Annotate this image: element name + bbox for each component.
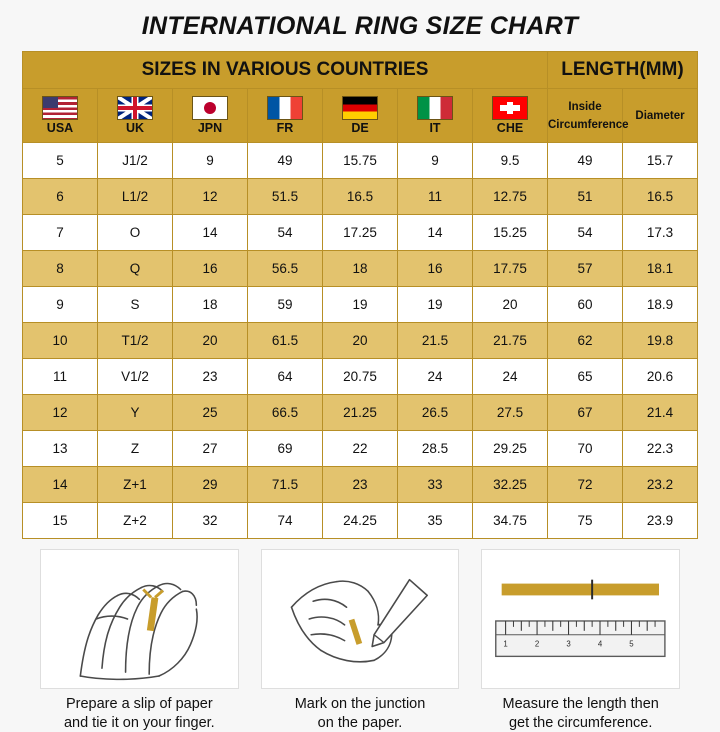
table-cell: 18 — [323, 251, 398, 287]
table-row — [23, 251, 698, 287]
table-cell: 24.25 — [323, 503, 398, 539]
column-header-che — [473, 89, 548, 143]
table-cell: 20 — [323, 323, 398, 359]
table-cell: 74 — [248, 503, 323, 539]
table-cell: 22.3 — [623, 431, 698, 467]
table-cell: L1/2 — [98, 179, 173, 215]
table-cell: 14 — [23, 467, 98, 503]
table-cell: 12.75 — [473, 179, 548, 215]
step-2-caption: Mark on the junction on the paper. — [294, 696, 426, 731]
table-cell: V1/2 — [98, 359, 173, 395]
table-cell: 57 — [548, 251, 623, 287]
table-cell: 9 — [398, 143, 473, 179]
flag-italy-icon — [417, 96, 453, 120]
step-3 — [481, 549, 680, 732]
table-cell: 72 — [548, 467, 623, 503]
table-row — [23, 467, 698, 503]
table-cell: 54 — [548, 215, 623, 251]
table-cell: 69 — [248, 431, 323, 467]
table-cell: Z+1 — [98, 467, 173, 503]
table-cell: 12 — [173, 179, 248, 215]
table-cell: S — [98, 287, 173, 323]
table-cell: 9 — [173, 143, 248, 179]
table-column-header-row — [23, 89, 698, 143]
column-header-diameter: Diameter — [623, 89, 698, 143]
table-cell: 24 — [473, 359, 548, 395]
table-cell: 34.75 — [473, 503, 548, 539]
table-cell: 32.25 — [473, 467, 548, 503]
table-cell: 21.4 — [623, 395, 698, 431]
table-cell: 10 — [23, 323, 98, 359]
column-code-usa: USA — [46, 120, 74, 135]
table-cell: 51 — [548, 179, 623, 215]
table-cell: 19 — [323, 287, 398, 323]
column-header-fr — [248, 89, 323, 143]
table-row — [23, 503, 698, 539]
table-cell: 17.25 — [323, 215, 398, 251]
flag-germany-icon — [342, 96, 378, 120]
table-row — [23, 143, 698, 179]
table-cell: 51.5 — [248, 179, 323, 215]
table-row — [23, 287, 698, 323]
table-cell: 16.5 — [323, 179, 398, 215]
table-cell: 16 — [173, 251, 248, 287]
hand-with-paper-strip-illustration — [40, 549, 239, 689]
table-cell: 49 — [548, 143, 623, 179]
table-cell: 19 — [398, 287, 473, 323]
table-cell: Z — [98, 431, 173, 467]
column-code-de: DE — [351, 120, 369, 135]
ruler-measuring-paper-strip-illustration — [481, 549, 680, 689]
table-cell: 18 — [173, 287, 248, 323]
table-body — [23, 143, 698, 539]
table-cell: 22 — [323, 431, 398, 467]
table-cell: 15.25 — [473, 215, 548, 251]
table-cell: 28.5 — [398, 431, 473, 467]
table-cell: T1/2 — [98, 323, 173, 359]
column-header-it — [398, 89, 473, 143]
table-cell: 16.5 — [623, 179, 698, 215]
table-row — [23, 431, 698, 467]
column-code-uk: UK — [125, 120, 145, 135]
table-cell: 61.5 — [248, 323, 323, 359]
table-cell: 67 — [548, 395, 623, 431]
table-cell: 8 — [23, 251, 98, 287]
group-header-length: LENGTH(MM) — [548, 52, 698, 89]
table-cell: 56.5 — [248, 251, 323, 287]
table-cell: 32 — [173, 503, 248, 539]
table-cell: 19.8 — [623, 323, 698, 359]
table-cell: 21.25 — [323, 395, 398, 431]
flag-switzerland-icon — [492, 96, 528, 120]
table-cell: 17.75 — [473, 251, 548, 287]
table-cell: 27 — [173, 431, 248, 467]
column-header-uk — [98, 89, 173, 143]
column-header-jpn — [173, 89, 248, 143]
table-cell: 70 — [548, 431, 623, 467]
step-3-caption: Measure the length then get the circumference. — [502, 696, 659, 731]
table-row — [23, 395, 698, 431]
table-row — [23, 359, 698, 395]
table-cell: J1/2 — [98, 143, 173, 179]
svg-text:3: 3 — [566, 639, 572, 649]
table-cell: 29 — [173, 467, 248, 503]
table-cell: 60 — [548, 287, 623, 323]
table-cell: Z+2 — [98, 503, 173, 539]
table-cell: 62 — [548, 323, 623, 359]
column-code-fr: FR — [276, 120, 294, 135]
table-cell: 21.75 — [473, 323, 548, 359]
table-cell: 18.1 — [623, 251, 698, 287]
table-cell: 23 — [173, 359, 248, 395]
table-row — [23, 215, 698, 251]
flag-uk-icon — [117, 96, 153, 120]
hand-marking-paper-with-pen-illustration — [261, 549, 460, 689]
column-header-inside-circumference: Inside Circumference — [548, 89, 623, 143]
table-cell: 20 — [473, 287, 548, 323]
table-cell: 66.5 — [248, 395, 323, 431]
table-row — [23, 323, 698, 359]
table-cell: 23.2 — [623, 467, 698, 503]
table-row — [23, 179, 698, 215]
table-cell: 18.9 — [623, 287, 698, 323]
column-code-it: IT — [429, 120, 441, 135]
table-cell: 25 — [173, 395, 248, 431]
table-cell: 14 — [173, 215, 248, 251]
column-header-de — [323, 89, 398, 143]
group-header-countries: SIZES IN VARIOUS COUNTRIES — [23, 52, 548, 89]
table-cell: 29.25 — [473, 431, 548, 467]
table-cell: 16 — [398, 251, 473, 287]
step-1-caption: Prepare a slip of paper and tie it on your finger. — [63, 696, 215, 731]
table-cell: 49 — [248, 143, 323, 179]
table-cell: 54 — [248, 215, 323, 251]
table-cell: 24 — [398, 359, 473, 395]
table-cell: 11 — [398, 179, 473, 215]
table-cell: 64 — [248, 359, 323, 395]
step-1 — [40, 549, 239, 732]
table-cell: 65 — [548, 359, 623, 395]
table-cell: 5 — [23, 143, 98, 179]
table-cell: 7 — [23, 215, 98, 251]
table-cell: 26.5 — [398, 395, 473, 431]
table-header — [23, 52, 698, 143]
ring-size-table — [22, 51, 698, 539]
table-cell: 9.5 — [473, 143, 548, 179]
table-cell: 27.5 — [473, 395, 548, 431]
table-cell: 23 — [323, 467, 398, 503]
table-cell: 13 — [23, 431, 98, 467]
table-cell: 15.75 — [323, 143, 398, 179]
table-cell: 15 — [23, 503, 98, 539]
table-cell: 71.5 — [248, 467, 323, 503]
table-cell: 15.7 — [623, 143, 698, 179]
table-cell: 12 — [23, 395, 98, 431]
table-cell: Q — [98, 251, 173, 287]
table-cell: 9 — [23, 287, 98, 323]
table-cell: Y — [98, 395, 173, 431]
table-cell: 59 — [248, 287, 323, 323]
table-cell: 21.5 — [398, 323, 473, 359]
table-cell: 33 — [398, 467, 473, 503]
flag-japan-icon — [192, 96, 228, 120]
table-group-header-row — [23, 52, 698, 89]
svg-text:5: 5 — [629, 639, 635, 649]
table-cell: 20 — [173, 323, 248, 359]
instruction-steps — [22, 549, 698, 732]
svg-text:1: 1 — [503, 639, 509, 649]
flag-france-icon — [267, 96, 303, 120]
table-cell: 20.75 — [323, 359, 398, 395]
table-cell: 23.9 — [623, 503, 698, 539]
table-cell: 35 — [398, 503, 473, 539]
table-cell: 11 — [23, 359, 98, 395]
table-cell: 14 — [398, 215, 473, 251]
table-cell: 6 — [23, 179, 98, 215]
table-cell: O — [98, 215, 173, 251]
svg-text:4: 4 — [598, 639, 603, 649]
table-cell: 75 — [548, 503, 623, 539]
table-cell: 20.6 — [623, 359, 698, 395]
column-code-jpn: JPN — [197, 120, 223, 135]
column-header-usa — [23, 89, 98, 143]
step-2 — [261, 549, 460, 732]
flag-usa-icon — [42, 96, 78, 120]
table-cell: 17.3 — [623, 215, 698, 251]
svg-text:2: 2 — [535, 639, 540, 649]
column-code-che: CHE — [496, 120, 524, 135]
page-title: INTERNATIONAL RING SIZE CHART — [141, 12, 579, 40]
